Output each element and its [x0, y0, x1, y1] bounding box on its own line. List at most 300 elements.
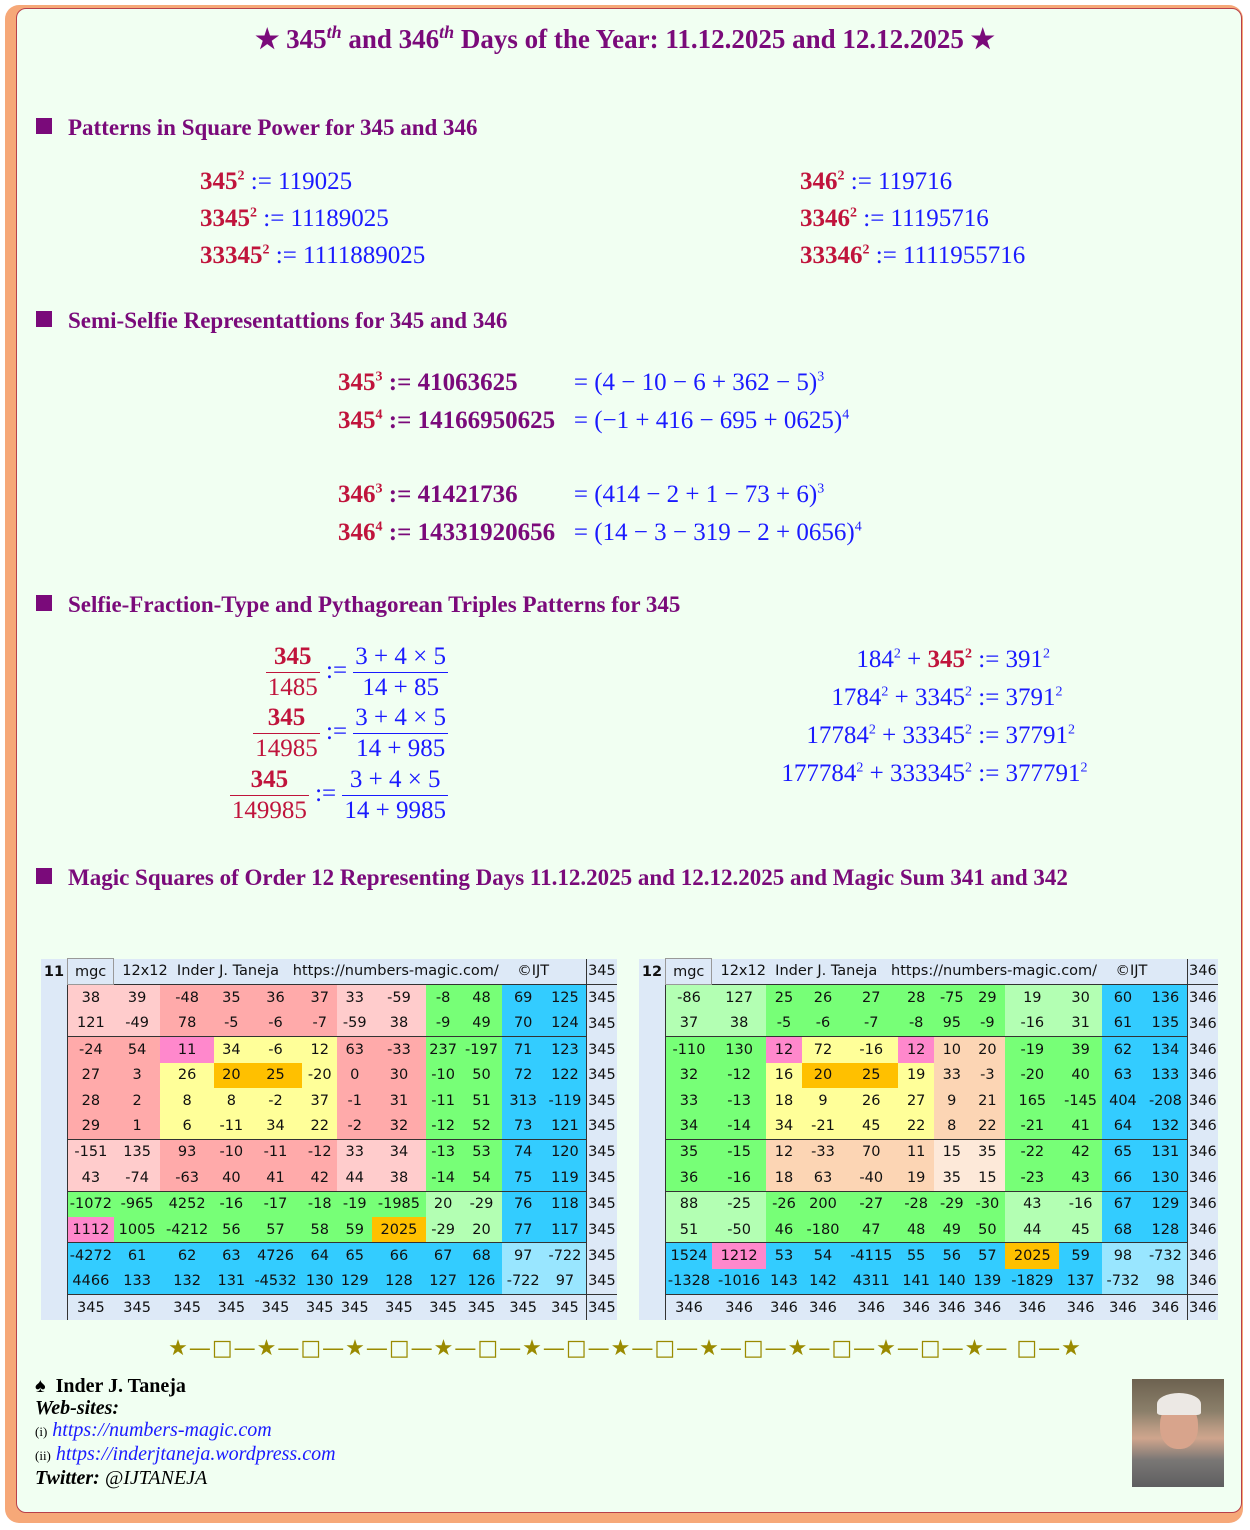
magic-square-cell: 33	[337, 1139, 372, 1165]
magic-square-row	[41, 1243, 617, 1269]
author-name: Inder J. Taneja	[55, 1375, 186, 1397]
column-sum: 346	[970, 1295, 1006, 1321]
magic-square-cell: 45	[1059, 1217, 1101, 1243]
column-sum: 346	[802, 1295, 844, 1321]
magic-square-row	[41, 1011, 617, 1037]
magic-square-cell: 33	[934, 1063, 970, 1088]
left-fraction	[230, 765, 309, 826]
row-sum: 346	[1187, 1037, 1218, 1063]
magic-square-cell: -23	[1005, 1165, 1059, 1191]
magic-square-cell: 12	[898, 1037, 934, 1063]
square-bullet-icon	[36, 118, 52, 134]
square-power-row	[200, 242, 425, 270]
magic-square-header-row	[639, 959, 1218, 985]
exponent: 2	[965, 760, 972, 776]
magic-square-cell: -74	[114, 1165, 161, 1191]
power-value: 11195716	[890, 205, 989, 232]
define-symbol: :=	[850, 168, 872, 195]
magic-square-cell: 1524	[666, 1243, 712, 1269]
define-symbol: :=	[978, 646, 1000, 673]
fraction-numerator: 3 + 4 × 5	[355, 643, 446, 670]
magic-square-cell: 63	[337, 1037, 372, 1063]
magic-square-cell: -16	[844, 1037, 898, 1063]
triple-lhs: $177784^2 + 333345^2$	[781, 760, 972, 787]
fraction-row	[230, 765, 448, 826]
magic-square-cell: -59	[372, 985, 425, 1011]
triple-a: 17784	[806, 722, 869, 749]
magic-square-cell: 121	[68, 1011, 114, 1037]
magic-square-cell: 59	[337, 1217, 372, 1243]
magic-square-row	[41, 1088, 617, 1113]
magic-square-cell: 35	[970, 1139, 1006, 1165]
column-sum: 345	[68, 1295, 114, 1321]
magic-square-cell: 35	[214, 985, 249, 1011]
column-sum: 345	[337, 1295, 372, 1321]
row-sum: 345	[586, 1191, 617, 1217]
magic-square-cell: 27	[844, 985, 898, 1011]
magic-square-cell: 25	[249, 1063, 302, 1088]
magic-square-cell: 135	[114, 1139, 161, 1165]
fraction-denominator: 14 + 9985	[344, 797, 446, 824]
mgc-label: mgc	[666, 959, 712, 985]
magic-square-cell: 31	[372, 1088, 425, 1113]
magic-square-cell: -16	[1059, 1191, 1101, 1217]
magic-square-cell: -4532	[249, 1269, 302, 1295]
column-sum: 346	[898, 1295, 934, 1321]
magic-square-cell: -75	[934, 985, 970, 1011]
magic-square-cell: 128	[1144, 1217, 1187, 1243]
power-base: 345	[338, 369, 376, 396]
expression-power: 4	[854, 519, 862, 535]
row-index-cell	[639, 1191, 666, 1217]
power-exponent: 4	[375, 407, 383, 423]
magic-square-cell: 58	[302, 1217, 337, 1243]
magic-square-cell: 57	[970, 1243, 1006, 1269]
row-index-cell	[41, 1011, 68, 1037]
power-value: 11189025	[290, 205, 389, 232]
triple-a: 184	[856, 646, 894, 673]
magic-square-cell: -732	[1102, 1269, 1144, 1295]
magic-square-cell: -13	[426, 1139, 461, 1165]
row-index-cell	[41, 1295, 68, 1321]
column-sum: 345	[214, 1295, 249, 1321]
column-sum: 345	[372, 1295, 425, 1321]
row-sum: 346	[1187, 1243, 1218, 1269]
row-sum: 345	[586, 1113, 617, 1139]
power-base: 346	[800, 168, 838, 195]
power-exponent: 2	[837, 168, 845, 184]
magic-square-cell: -7	[302, 1011, 337, 1037]
magic-square-cell: 21	[970, 1088, 1006, 1113]
exponent: 2	[965, 722, 972, 738]
column-sum: 346	[712, 1295, 766, 1321]
magic-square-cell: 129	[1144, 1191, 1187, 1217]
magic-square-cell: 9	[802, 1088, 844, 1113]
define-symbol: :=	[388, 407, 412, 434]
photo-hair	[1157, 1393, 1201, 1415]
square-power-row	[200, 168, 352, 196]
row-index-cell	[41, 1269, 68, 1295]
anti-diagonal-sum: 345	[586, 1295, 617, 1321]
magic-square-cell: -86	[666, 985, 712, 1011]
magic-square-cell: -1072	[68, 1191, 114, 1217]
row-sum: 345	[586, 1139, 617, 1165]
row-index-cell	[41, 1165, 68, 1191]
magic-square-cell: 26	[160, 1063, 213, 1088]
magic-square-cell: -208	[1144, 1088, 1187, 1113]
magic-square-row	[639, 1037, 1218, 1063]
power-exponent: 4	[375, 519, 383, 535]
triple-c: 3791	[1005, 684, 1056, 711]
magic-square-cell: -10	[426, 1063, 461, 1088]
star-icon: ★	[255, 24, 280, 54]
section-heading-selfie-fraction	[36, 592, 680, 618]
triple-b: 3345	[915, 684, 965, 711]
magic-square-cell: 4726	[249, 1243, 302, 1269]
magic-square-cell: 118	[544, 1191, 586, 1217]
power-base: 3346	[800, 205, 850, 232]
row-index-cell	[639, 1165, 666, 1191]
fraction-numerator: 3 + 4 × 5	[355, 704, 446, 731]
magic-square-cell: 20	[802, 1063, 844, 1088]
column-sum: 345	[160, 1295, 213, 1321]
fraction-denominator: 14 + 85	[353, 672, 448, 703]
magic-square-cell: -1	[337, 1088, 372, 1113]
row-index-cell	[41, 985, 68, 1011]
magic-square-cell: -9	[970, 1011, 1006, 1037]
magic-square-cell: -29	[934, 1191, 970, 1217]
websites-label: Web-sites:	[35, 1397, 120, 1419]
magic-square-cell: 130	[1144, 1165, 1187, 1191]
magic-square-cell: 139	[970, 1269, 1006, 1295]
magic-square-cell: 313	[502, 1088, 544, 1113]
magic-square-cell: 64	[302, 1243, 337, 1269]
magic-square-cell: 56	[214, 1217, 249, 1243]
magic-square-cell: 37	[666, 1011, 712, 1037]
magic-square-cell: 29	[970, 985, 1006, 1011]
magic-square-cell: -1328	[666, 1269, 712, 1295]
magic-square-cell: -5	[214, 1011, 249, 1037]
row-sum: 345	[586, 985, 617, 1011]
magic-square-cell: 71	[502, 1037, 544, 1063]
magic-square-cell: -20	[1005, 1063, 1059, 1088]
magic-square-cell: -33	[802, 1139, 844, 1165]
magic-square-cell: 45	[844, 1113, 898, 1139]
semi-selfie-row: $345^3$ := $41063625 = (4 - 10 - 6 + 362 - 5)^3$	[338, 369, 825, 396]
exponent: 2	[1043, 646, 1051, 662]
row-index-cell	[639, 1217, 666, 1243]
magic-square-cell: 8	[934, 1113, 970, 1139]
fraction-denominator: 14985	[255, 735, 318, 762]
power-base: 33345	[200, 242, 263, 269]
left-fraction	[253, 703, 320, 764]
website-link-wordpress[interactable]: https://inderjtaneja.wordpress.com	[55, 1443, 336, 1465]
power-base: 33346	[800, 242, 863, 269]
column-sum: 346	[766, 1295, 802, 1321]
magic-square-cell: 129	[337, 1269, 372, 1295]
magic-square-cell: 27	[68, 1063, 114, 1088]
magic-square-cell: 36	[249, 985, 302, 1011]
fraction-denominator: 149985	[231, 797, 307, 824]
magic-square-cell: 34	[766, 1113, 802, 1139]
magic-square-cell: -26	[766, 1191, 802, 1217]
row-index-cell	[639, 1139, 666, 1165]
magic-square-cell: 130	[712, 1037, 766, 1063]
magic-square-cell: 4252	[160, 1191, 213, 1217]
magic-square-cell: 70	[502, 1011, 544, 1037]
power-base: 345	[338, 407, 376, 434]
title-sup-2: th	[439, 22, 455, 42]
magic-square-cell: 35	[666, 1139, 712, 1165]
magic-square-row	[41, 1165, 617, 1191]
magic-square-cell: 63	[802, 1165, 844, 1191]
magic-square-cell: 40	[214, 1165, 249, 1191]
magic-square-cell: 22	[898, 1113, 934, 1139]
magic-square-cell: 63	[1102, 1063, 1144, 1088]
power-value: 41063625	[417, 369, 518, 396]
magic-square-cell: -6	[802, 1011, 844, 1037]
column-sum: 345	[249, 1295, 302, 1321]
magic-square-cell: 49	[934, 1217, 970, 1243]
section-heading-semi-selfie	[36, 308, 507, 334]
magic-square-header-row	[41, 959, 617, 985]
power-value: 119716	[878, 168, 953, 195]
square-power-row	[200, 205, 389, 233]
magic-square-cell: 9	[934, 1088, 970, 1113]
magic-square-cell: -8	[426, 985, 461, 1011]
magic-square-cell: -12	[302, 1139, 337, 1165]
magic-square-cell: 30	[372, 1063, 425, 1088]
magic-square-cell: 165	[1005, 1088, 1059, 1113]
equals-expression: (414 − 2 + 1 − 73 + 6)	[594, 481, 818, 508]
magic-square-cell: -49	[114, 1011, 161, 1037]
magic-square-cell: 48	[461, 985, 503, 1011]
twitter-handle[interactable]: @IJTANEJA	[104, 1467, 208, 1489]
magic-square-cell: 32	[372, 1113, 425, 1139]
magic-square-cell: 1212	[712, 1243, 766, 1269]
column-sum: 346	[1144, 1295, 1187, 1321]
triple-lhs: $17784^2 + 33345^2$	[806, 722, 972, 749]
magic-square-cell: -18	[302, 1191, 337, 1217]
magic-square-cell: 54	[802, 1243, 844, 1269]
magic-square-cell: 54	[114, 1037, 161, 1063]
equals-expression: (4 − 10 − 6 + 362 − 5)	[594, 369, 818, 396]
magic-square-cell: 143	[766, 1269, 802, 1295]
magic-square-cell: 117	[544, 1217, 586, 1243]
magic-square-cell: 18	[766, 1165, 802, 1191]
magic-square-cell: 34	[372, 1139, 425, 1165]
magic-square-cell: 73	[502, 1113, 544, 1139]
magic-square-cell: -180	[802, 1217, 844, 1243]
triple-lhs: $184^2 + 345^2$	[856, 646, 972, 673]
magic-square-cell: -16	[1005, 1011, 1059, 1037]
magic-square-cell: -7	[844, 1011, 898, 1037]
magic-square-cell: 98	[1102, 1243, 1144, 1269]
row-index-cell	[639, 1295, 666, 1321]
right-fraction	[353, 703, 448, 764]
magic-square-row	[639, 1165, 1218, 1191]
row-sum: 346	[1187, 1165, 1218, 1191]
magic-square-cell: -119	[544, 1088, 586, 1113]
magic-square-row	[41, 1191, 617, 1217]
magic-square-cell: 34	[666, 1113, 712, 1139]
power-exponent: 2	[262, 242, 270, 258]
magic-square-cell: 88	[666, 1191, 712, 1217]
magic-square-cell: 38	[712, 1011, 766, 1037]
magic-square-cell: 122	[544, 1063, 586, 1088]
expression-power: 3	[817, 369, 825, 385]
magic-square-cell: 36	[666, 1165, 712, 1191]
square-bullet-icon	[36, 595, 52, 611]
magic-square-cell: 43	[68, 1165, 114, 1191]
define-symbol: :=	[388, 481, 412, 508]
magic-square-cell: 140	[934, 1269, 970, 1295]
magic-square-cell: 39	[114, 985, 161, 1011]
magic-square-cell: 37	[302, 985, 337, 1011]
power-value: 119025	[278, 168, 353, 195]
column-sum: 346	[844, 1295, 898, 1321]
magic-square-cell: 66	[372, 1243, 425, 1269]
site1-prefix: (i)	[35, 1424, 48, 1439]
magic-square-cell: 136	[1144, 985, 1187, 1011]
column-sum: 345	[544, 1295, 586, 1321]
row-sum: 345	[586, 1011, 617, 1037]
magic-square-cell: -19	[1005, 1037, 1059, 1063]
power-value: 41421736	[417, 481, 518, 508]
magic-square-cell: 18	[766, 1088, 802, 1113]
magic-square-cell: 38	[68, 985, 114, 1011]
magic-square-cell: 10	[934, 1037, 970, 1063]
magic-square-cell: 27	[898, 1088, 934, 1113]
magic-square-cell: -6	[249, 1037, 302, 1063]
magic-square-cell: 93	[160, 1139, 213, 1165]
website-link-numbers-magic[interactable]: https://numbers-magic.com	[52, 1419, 272, 1441]
row-index-cell	[41, 1191, 68, 1217]
magic-square-cell: 38	[372, 1165, 425, 1191]
magic-square-cell: 35	[934, 1165, 970, 1191]
define-symbol: :=	[978, 684, 1000, 711]
square-power-row	[800, 205, 989, 233]
magic-square-row	[41, 1217, 617, 1243]
magic-square-cell: 63	[214, 1243, 249, 1269]
row-index-cell	[639, 1243, 666, 1269]
magic-square-cell: 42	[1059, 1139, 1101, 1165]
magic-square-cell: 19	[898, 1165, 934, 1191]
magic-square-cell: 33	[337, 985, 372, 1011]
semi-selfie-row: $346^4$ := $14331920656 = (14 - 3 - 319 - 2 + 0656)^4$	[338, 519, 862, 546]
magic-square-cell: -722	[502, 1269, 544, 1295]
expression-power: 4	[842, 407, 850, 423]
magic-square-cell: 59	[1059, 1243, 1101, 1269]
magic-square-cell: 72	[802, 1037, 844, 1063]
magic-square-cell: 124	[544, 1011, 586, 1037]
define-symbol: :=	[863, 205, 885, 232]
fraction-numerator: 3 + 4 × 5	[349, 766, 441, 793]
magic-square-cell: 68	[1102, 1217, 1144, 1243]
row-sum: 346	[1187, 1191, 1218, 1217]
magic-square-cell: 78	[160, 1011, 213, 1037]
magic-square-cell: -4212	[160, 1217, 213, 1243]
title-and: and	[341, 24, 399, 54]
define-symbol: :=	[388, 519, 412, 546]
magic-square-cell: 20	[426, 1191, 461, 1217]
column-sum: 345	[426, 1295, 461, 1321]
magic-square-cell: 64	[1102, 1113, 1144, 1139]
exponent: 2	[893, 646, 901, 662]
magic-square-cell: 47	[844, 1217, 898, 1243]
magic-square-cell: 15	[970, 1165, 1006, 1191]
power-value: 1111889025	[303, 242, 426, 269]
magic-square-cell: 131	[214, 1269, 249, 1295]
magic-square-cell: -33	[372, 1037, 425, 1063]
row-sum: 345	[586, 1243, 617, 1269]
power-base: 346	[338, 519, 376, 546]
section-title: Patterns in Square Power for 345 and 346	[68, 115, 478, 140]
magic-square-cell: -11	[426, 1088, 461, 1113]
square-bullet-icon	[36, 311, 52, 327]
define-symbol: :=	[263, 205, 285, 232]
magic-square-row	[639, 1011, 1218, 1037]
magic-square-cell: 141	[898, 1269, 934, 1295]
magic-square-cell: -21	[1005, 1113, 1059, 1139]
magic-square-cell: -732	[1144, 1243, 1187, 1269]
magic-square-cell: 98	[1144, 1269, 1187, 1295]
row-sum: 345	[586, 1063, 617, 1088]
column-sum-row	[639, 1295, 1218, 1321]
magic-square-cell: 31	[1059, 1011, 1101, 1037]
magic-square-cell: 25	[766, 985, 802, 1011]
fraction-denominator: 14 + 985	[353, 733, 448, 764]
magic-square-cell: 44	[337, 1165, 372, 1191]
author-footer	[35, 1375, 336, 1489]
row-index-cell	[639, 1063, 666, 1088]
define-symbol: :=	[978, 722, 1000, 749]
magic-square-cell: 61	[114, 1243, 161, 1269]
define-symbol: :=	[315, 780, 337, 808]
magic-square-cell: 38	[372, 1011, 425, 1037]
magic-square-row	[639, 1088, 1218, 1113]
row-index-cell	[41, 1243, 68, 1269]
magic-square-cell: 28	[898, 985, 934, 1011]
magic-square-cell: 127	[712, 985, 766, 1011]
magic-square-cell: 404	[1102, 1088, 1144, 1113]
column-sum: 345	[302, 1295, 337, 1321]
magic-square-cell: 33	[666, 1088, 712, 1113]
magic-square-cell: -1985	[372, 1191, 425, 1217]
section-title: Selfie-Fraction-Type and Pythagorean Triples Patterns for 345	[68, 592, 681, 617]
magic-square-cell: 142	[802, 1269, 844, 1295]
magic-square-cell: 200	[802, 1191, 844, 1217]
divider-stars: ★—□—★—□—★—□—★—□—★—□—★—□—★—□—★—□—★—□—★— □—★	[168, 1336, 1082, 1361]
magic-square-cell: -10	[214, 1139, 249, 1165]
column-sum: 346	[1059, 1295, 1101, 1321]
magic-square-cell: 16	[766, 1063, 802, 1088]
row-index-cell	[41, 1113, 68, 1139]
magic-square-11	[41, 958, 617, 1320]
magic-square-cell: 30	[1059, 985, 1101, 1011]
magic-square-cell: -4272	[68, 1243, 114, 1269]
row-sum: 346	[1187, 985, 1218, 1011]
magic-square-row	[41, 1063, 617, 1088]
magic-square-cell: 34	[214, 1037, 249, 1063]
right-fraction	[353, 642, 448, 703]
row-index-cell	[639, 1113, 666, 1139]
power-value: 14166950625	[417, 407, 556, 434]
fraction-numerator: 345	[250, 766, 289, 793]
magic-square-cell: -20	[302, 1063, 337, 1088]
magic-square-cell: -63	[160, 1165, 213, 1191]
magic-square-cell: -59	[337, 1011, 372, 1037]
